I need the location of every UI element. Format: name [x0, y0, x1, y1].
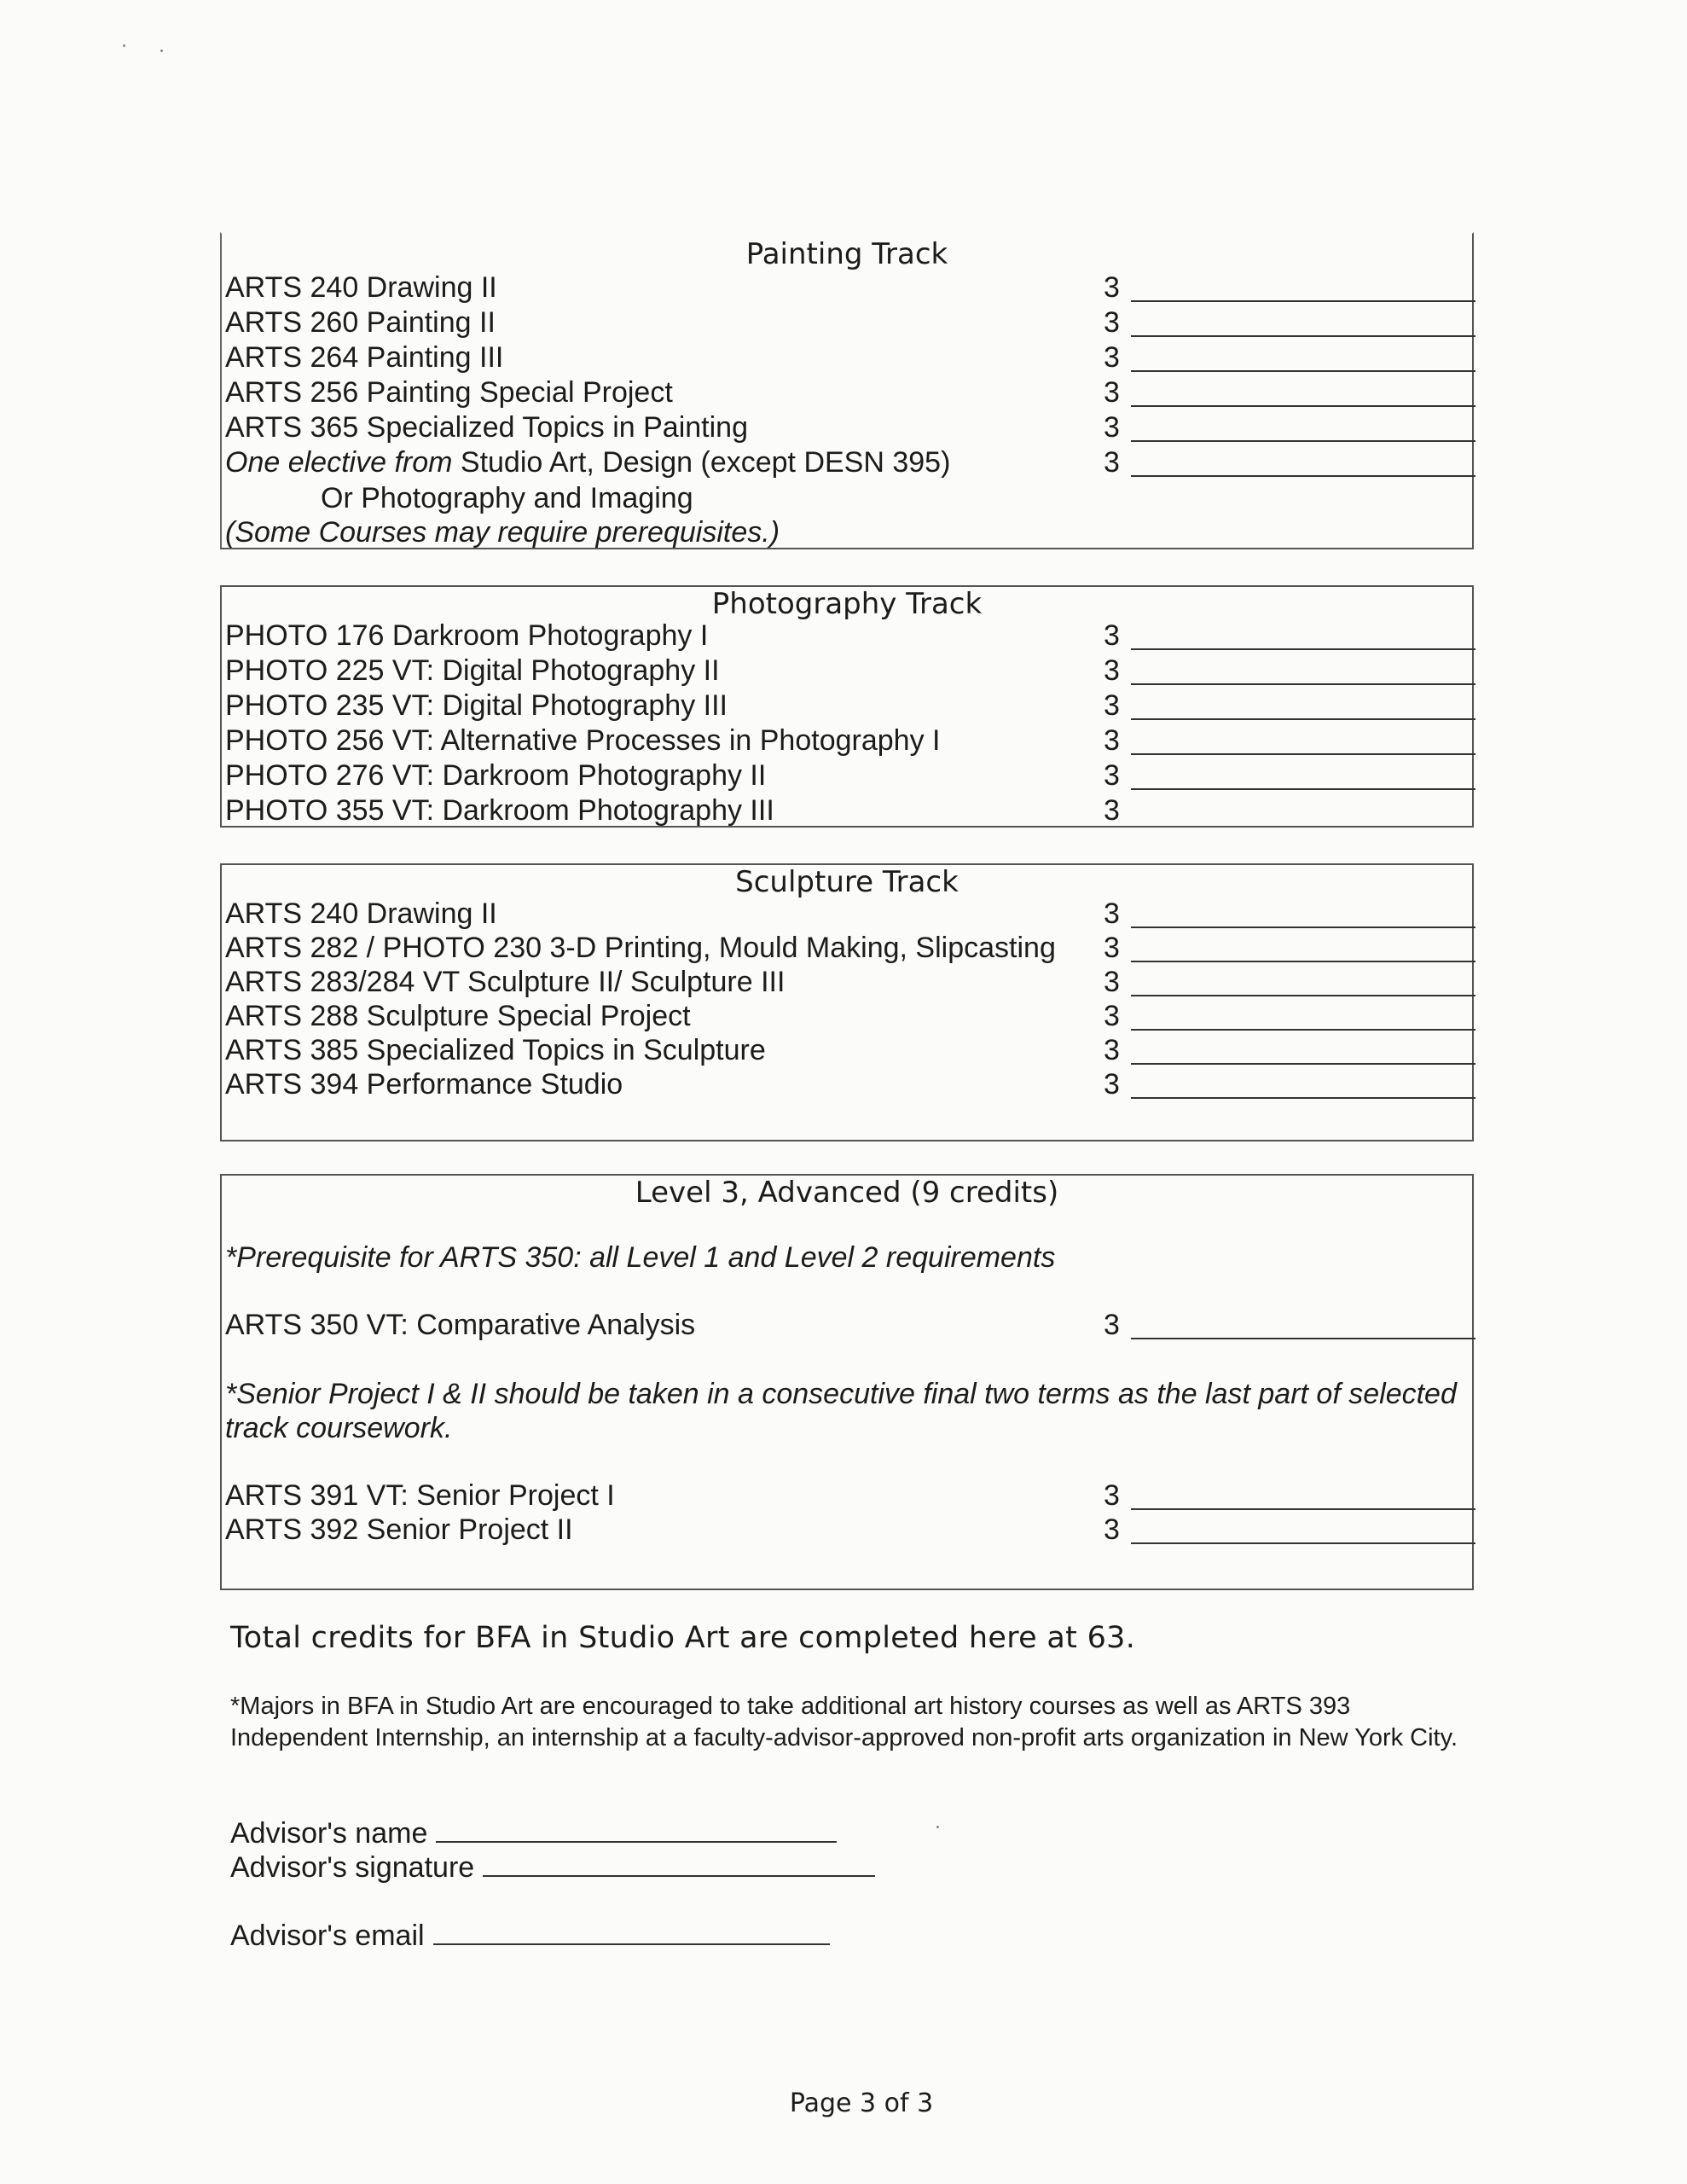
course-row [225, 306, 1470, 340]
course-row [225, 966, 1470, 1000]
grade-line[interactable] [1131, 718, 1475, 720]
scan-speck [936, 1826, 939, 1828]
grade-line[interactable] [1131, 1097, 1475, 1099]
course-row [225, 271, 1470, 305]
course-row [225, 619, 1470, 653]
course-credits: 3 [1104, 932, 1120, 964]
advisor-name-label: Advisor's name [230, 1817, 428, 1850]
course-name: ARTS 365 Specialized Topics in Painting [225, 411, 748, 444]
grade-line[interactable] [1131, 1063, 1475, 1065]
course-name: ARTS 240 Drawing II [225, 897, 497, 930]
course-row [225, 1034, 1470, 1068]
grade-line[interactable] [1131, 1542, 1475, 1544]
grade-line[interactable] [1131, 370, 1475, 372]
course-name: PHOTO 355 VT: Darkroom Photography III [225, 794, 774, 827]
photography-track-title: Photography Track [711, 587, 983, 621]
course-row [225, 1479, 1470, 1513]
grade-line[interactable] [1131, 405, 1475, 407]
advisor-email-row [230, 1918, 830, 1953]
majors-footnote: *Majors in BFA in Studio Art are encouraged to take additional art history courses as well as ARTS 393 Independent Internship, an internship at a faculty-advisor-approved non-profit arts organization in New York City. [230, 1693, 1458, 1751]
total-credits-statement: Total credits for BFA in Studio Art are completed here at 63. [230, 1621, 1136, 1655]
level3-title: Level 3, Advanced (9 credits) [635, 1176, 1059, 1210]
advisor-name-row [230, 1815, 837, 1850]
elective-text [225, 446, 950, 479]
course-row [225, 759, 1470, 793]
course-credits: 3 [1104, 271, 1120, 304]
grade-line[interactable] [1131, 1508, 1475, 1510]
grade-line[interactable] [1131, 300, 1475, 302]
grade-line[interactable] [1131, 683, 1475, 685]
course-name: PHOTO 256 VT: Alternative Processes in Photography I [225, 724, 941, 757]
senior-project-note: *Senior Project I & II should be taken in a consecutive final two terms as the last part of selected track coursework. [225, 1378, 1457, 1444]
course-name: PHOTO 276 VT: Darkroom Photography II [225, 759, 767, 792]
course-credits: 3 [1104, 1034, 1120, 1066]
grade-line[interactable] [1131, 1029, 1475, 1031]
course-name: PHOTO 225 VT: Digital Photography II [225, 654, 720, 687]
course-credits: 3 [1104, 446, 1120, 479]
elective-line-2: Or Photography and Imaging [321, 482, 693, 514]
course-row [225, 932, 1470, 966]
course-credits: 3 [1104, 619, 1120, 652]
level3-advanced-box [220, 1174, 1474, 1590]
course-row [225, 1000, 1470, 1034]
course-row [225, 376, 1470, 410]
course-credits: 3 [1104, 794, 1120, 827]
grade-line[interactable] [1131, 440, 1475, 442]
course-row [225, 654, 1470, 688]
page-number: Page 3 of 3 [789, 2088, 934, 2118]
grade-line[interactable] [1131, 995, 1475, 996]
grade-line[interactable] [1131, 1338, 1475, 1339]
advisor-signature-row [230, 1850, 875, 1885]
course-row [225, 341, 1470, 375]
advisor-email-field[interactable] [433, 1918, 830, 1945]
course-credits: 3 [1104, 306, 1120, 339]
course-row [225, 1068, 1470, 1102]
course-credits: 3 [1104, 1479, 1120, 1512]
course-row [225, 689, 1470, 723]
grade-line[interactable] [1131, 753, 1475, 755]
course-credits: 3 [1104, 1068, 1120, 1101]
course-credits: 3 [1104, 341, 1120, 374]
advisor-name-field[interactable] [436, 1815, 837, 1843]
grade-line[interactable] [1131, 961, 1475, 962]
course-credits: 3 [1104, 1513, 1120, 1546]
course-name: ARTS 256 Painting Special Project [225, 376, 673, 409]
prerequisite-note: (Some Courses may require prerequisites.) [225, 516, 780, 549]
course-name: ARTS 240 Drawing II [225, 271, 497, 304]
course-name: ARTS 385 Specialized Topics in Sculpture [225, 1034, 766, 1066]
course-credits: 3 [1104, 411, 1120, 444]
course-name: ARTS 350 VT: Comparative Analysis [225, 1309, 696, 1341]
course-row [225, 411, 1470, 445]
arts350-prerequisite-note: *Prerequisite for ARTS 350: all Level 1 and Level 2 requirements [225, 1241, 1056, 1274]
course-credits: 3 [1104, 759, 1120, 792]
elective-prefix: One elective from [225, 446, 453, 479]
course-credits: 3 [1104, 1000, 1120, 1032]
course-name: ARTS 260 Painting II [225, 306, 496, 339]
advisor-signature-label: Advisor's signature [230, 1851, 475, 1884]
grade-line[interactable] [1131, 335, 1475, 337]
course-name: ARTS 283/284 VT Sculpture II/ Sculpture III [225, 966, 786, 998]
course-credits: 3 [1104, 897, 1120, 930]
course-credits: 3 [1104, 724, 1120, 757]
course-name: ARTS 264 Painting III [225, 341, 504, 374]
grade-line[interactable] [1131, 926, 1475, 928]
painting-track-title: Painting Track [745, 237, 948, 271]
elective-options: Studio Art, Design (except DESN 395) [452, 446, 951, 479]
course-credits: 3 [1104, 966, 1120, 998]
course-row [225, 1309, 1470, 1343]
grade-line[interactable] [1131, 788, 1475, 790]
course-name: ARTS 288 Sculpture Special Project [225, 1000, 691, 1032]
grade-line[interactable] [1131, 475, 1475, 477]
scan-speck [123, 44, 125, 47]
course-name: ARTS 394 Performance Studio [225, 1068, 623, 1101]
sculpture-track-title: Sculpture Track [735, 865, 959, 899]
advisor-email-label: Advisor's email [230, 1920, 425, 1952]
course-row [225, 897, 1470, 932]
course-credits: 3 [1104, 376, 1120, 409]
course-name: ARTS 391 VT: Senior Project I [225, 1479, 615, 1512]
advisor-signature-field[interactable] [483, 1850, 875, 1877]
course-row [225, 1513, 1470, 1548]
course-credits: 3 [1104, 654, 1120, 687]
course-name: ARTS 392 Senior Project II [225, 1513, 573, 1546]
course-credits: 3 [1104, 689, 1120, 722]
course-name: PHOTO 235 VT: Digital Photography III [225, 689, 728, 722]
course-row [225, 794, 1470, 828]
painting-track-box [220, 232, 1474, 549]
sculpture-track-box [220, 863, 1474, 1141]
course-row [225, 724, 1470, 758]
course-name: PHOTO 176 Darkroom Photography I [225, 619, 709, 652]
course-credits: 3 [1104, 1309, 1120, 1341]
photography-track-box [220, 585, 1474, 828]
scan-speck [160, 49, 163, 52]
course-name: ARTS 282 / PHOTO 230 3-D Printing, Mould Making, Slipcasting [225, 932, 1056, 964]
grade-line[interactable] [1131, 648, 1475, 650]
elective-row [225, 446, 1470, 480]
